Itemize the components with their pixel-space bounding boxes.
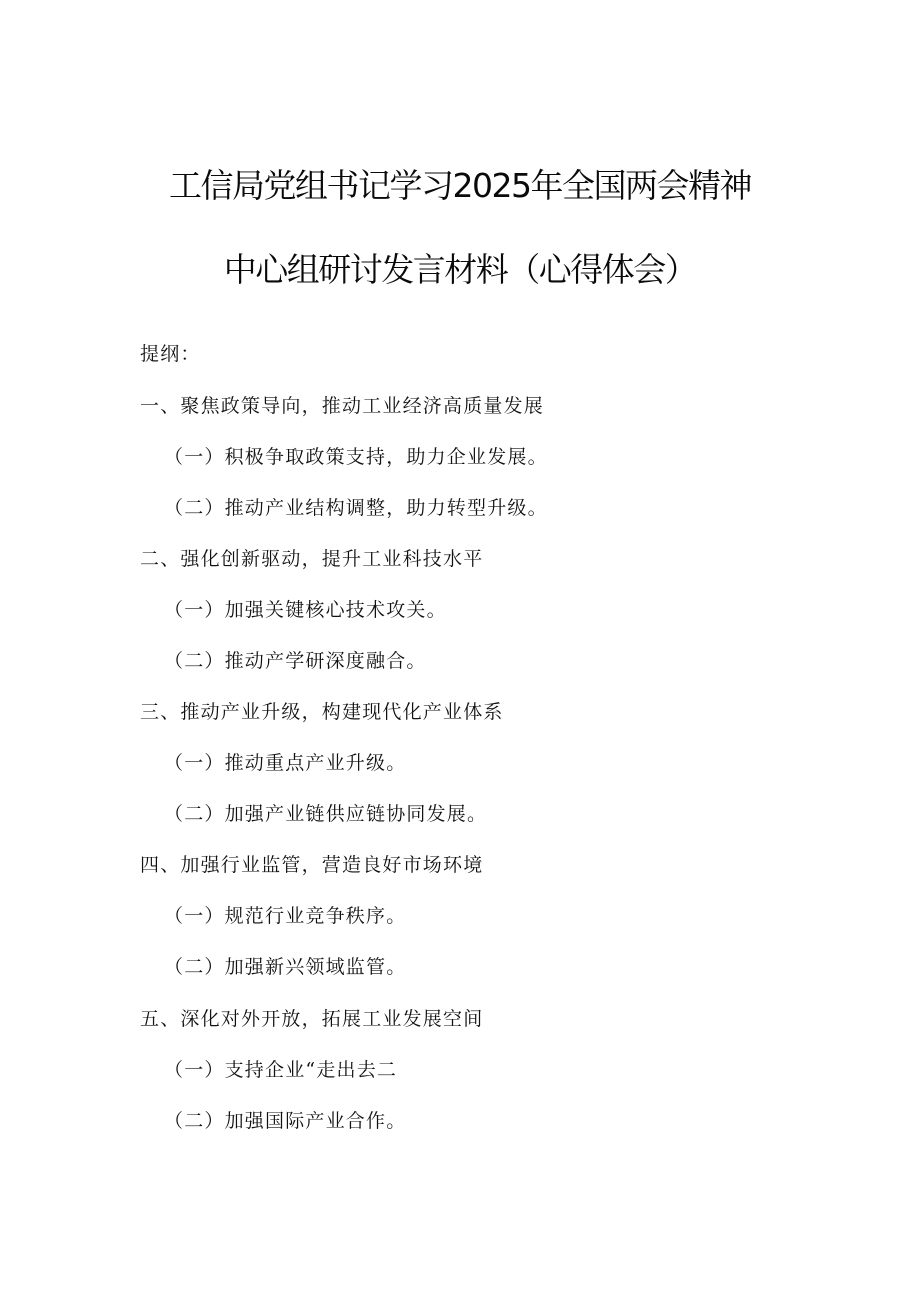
section-5-item-1: （一）支持企业“走出去二 [164,1059,398,1081]
section-3-item-2: （二）加强产业链供应链协同发展。 [164,803,488,825]
section-1-item-2: （二）推动产业结构调整，助力转型升级。 [164,497,548,519]
section-4-item-2: （二）加强新兴领域监管。 [164,956,407,978]
document-title-line-2: 中心组研讨发言材料（心得体会） [223,250,697,289]
document-title-line-1: 工信局党组书记学习2025年全国两会精神 [169,166,751,205]
section-1-item-1: （一）积极争取政策支持，助力企业发展。 [164,446,548,468]
section-2-item-2: （二）推动产学研深度融合。 [164,650,427,672]
section-5-item-2: （二）加强国际产业合作。 [164,1110,407,1132]
section-2-item-1: （一）加强关键核心技术攻关。 [164,599,447,621]
outline-label: 提纲： [140,343,201,365]
section-4-item-1: （一）规范行业竞争秩序。 [164,905,407,927]
section-heading-2: 二、强化创新驱动，提升工业科技水平 [140,548,484,570]
section-heading-1: 一、聚焦政策导向，推动工业经济高质量发展 [140,395,545,417]
section-heading-4: 四、加强行业监管，营造良好市场环境 [140,854,484,876]
section-3-item-1: （一）推动重点产业升级。 [164,752,407,774]
section-heading-3: 三、推动产业升级，构建现代化产业体系 [140,701,504,723]
section-heading-5: 五、深化对外开放，拓展工业发展空间 [140,1008,484,1030]
